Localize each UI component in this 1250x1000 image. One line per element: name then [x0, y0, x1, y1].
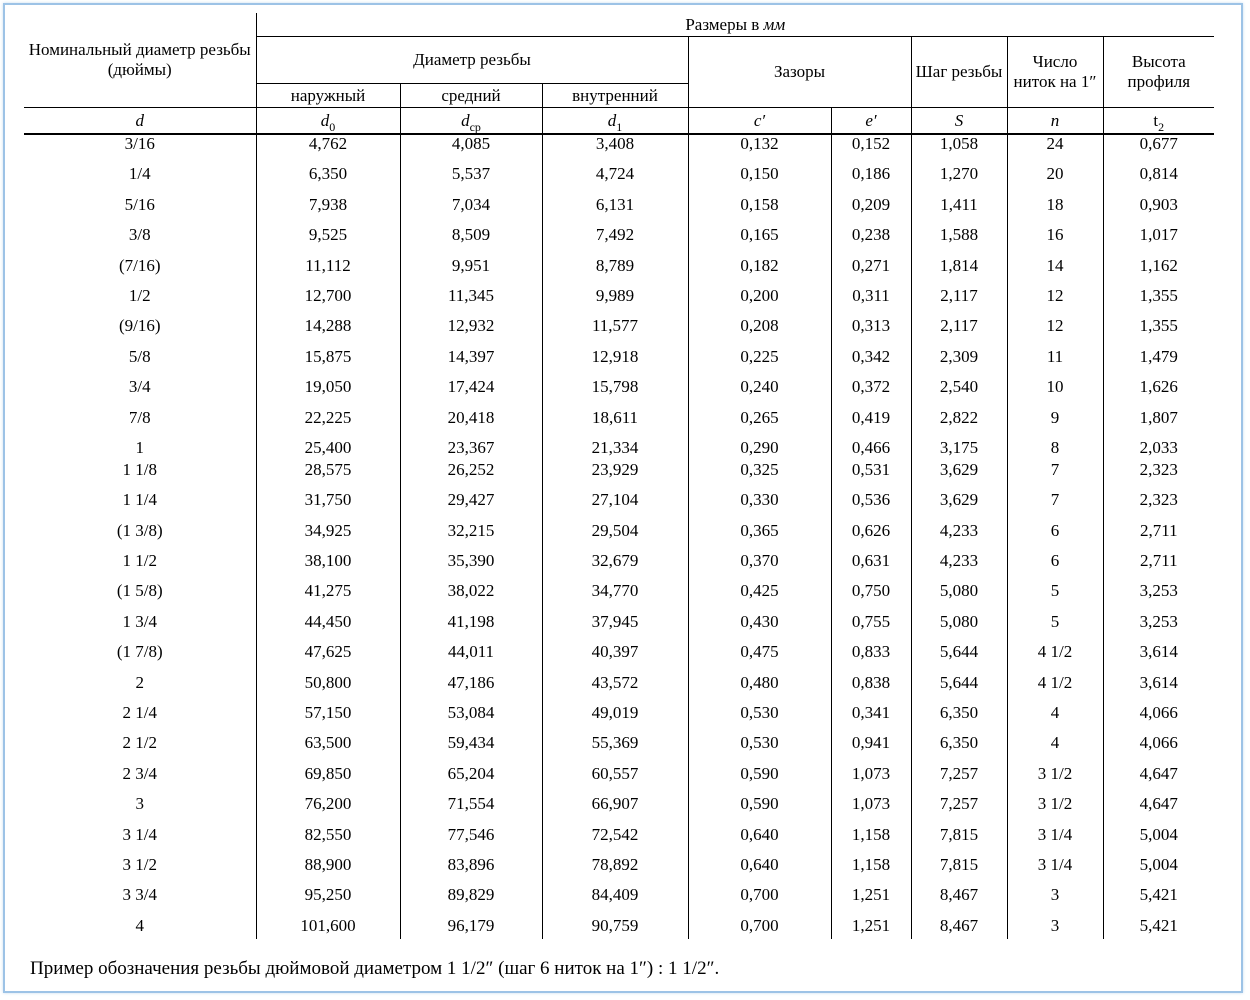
cell-s: 4,233	[911, 522, 1007, 552]
cell-d0: 19,050	[256, 378, 400, 408]
symbol-s: S	[911, 108, 1007, 135]
cell-dcp: 65,204	[400, 765, 542, 795]
cell-n: 4 1/2	[1007, 643, 1103, 673]
cell-d1: 11,577	[542, 317, 688, 347]
outer-diameter-header: наружный	[256, 84, 400, 108]
cell-s: 4,233	[911, 552, 1007, 582]
cell-d0: 12,700	[256, 287, 400, 317]
cell-e: 0,838	[831, 674, 911, 704]
cell-d0: 63,500	[256, 734, 400, 764]
cell-d0: 76,200	[256, 795, 400, 825]
cell-t2: 2,323	[1103, 491, 1214, 521]
cell-c: 0,290	[688, 439, 831, 461]
designation-note: Пример обозначения резьбы дюймовой диаметром 1 1/2″ (шаг 6 ниток на 1″) : 1 1/2″.	[30, 958, 720, 979]
symbol-e: e′	[831, 108, 911, 135]
cell-s: 7,257	[911, 795, 1007, 825]
cell-n: 12	[1007, 287, 1103, 317]
cell-d1: 32,679	[542, 552, 688, 582]
table-row	[24, 704, 1214, 734]
middle-diameter-header: средний	[400, 84, 542, 108]
cell-e: 0,313	[831, 317, 911, 347]
cell-e: 0,152	[831, 134, 911, 165]
cell-n: 16	[1007, 226, 1103, 256]
cell-d1: 60,557	[542, 765, 688, 795]
cell-d0: 44,450	[256, 613, 400, 643]
cell-dcp: 17,424	[400, 378, 542, 408]
cell-d: 3/16	[124, 134, 155, 153]
cell-n: 8	[1007, 439, 1103, 461]
cell-t2: 5,004	[1103, 826, 1214, 856]
cell-d0: 22,225	[256, 409, 400, 439]
cell-d0: 28,575	[256, 461, 400, 491]
cell-n: 6	[1007, 552, 1103, 582]
cell-t2: 4,647	[1103, 765, 1214, 795]
cell-d1: 9,989	[542, 287, 688, 317]
cell-t2: 1,017	[1103, 226, 1214, 256]
cell-d0: 41,275	[256, 582, 400, 612]
table-row	[24, 461, 1214, 491]
cell-t2: 0,814	[1103, 165, 1214, 195]
cell-d1: 78,892	[542, 856, 688, 886]
cell-d0: 69,850	[256, 765, 400, 795]
cell-t2: 4,647	[1103, 795, 1214, 825]
cell-dcp: 83,896	[400, 856, 542, 886]
table-row	[24, 917, 1214, 939]
cell-dcp: 9,951	[400, 257, 542, 287]
cell-dcp: 96,179	[400, 917, 542, 939]
table-row	[24, 165, 1214, 195]
cell-c: 0,590	[688, 765, 831, 795]
cell-c: 0,590	[688, 795, 831, 825]
cell-d: 4	[135, 915, 144, 935]
cell-d1: 49,019	[542, 704, 688, 734]
thread-diameter-header: Диаметр резьбы	[256, 37, 688, 84]
cell-dcp: 20,418	[400, 409, 542, 439]
cell-n: 7	[1007, 491, 1103, 521]
table-row	[24, 491, 1214, 521]
cell-dcp: 7,034	[400, 196, 542, 226]
cell-d: 3/8	[128, 225, 151, 245]
cell-d0: 82,550	[256, 826, 400, 856]
cell-s: 3,629	[911, 461, 1007, 491]
cell-d: 3	[135, 794, 144, 814]
cell-c: 0,240	[688, 378, 831, 408]
table-row	[24, 886, 1214, 916]
table-row	[24, 643, 1214, 673]
cell-e: 0,209	[831, 196, 911, 226]
cell-d: 2	[135, 672, 144, 692]
table-row	[24, 795, 1214, 825]
cell-dcp: 47,186	[400, 674, 542, 704]
cell-d1: 21,334	[542, 439, 688, 461]
cell-t2: 3,253	[1103, 582, 1214, 612]
cell-d1: 3,408	[542, 134, 688, 165]
cell-dcp: 14,397	[400, 348, 542, 378]
cell-t2: 4,066	[1103, 734, 1214, 764]
cell-dcp: 23,367	[400, 439, 542, 461]
cell-c: 0,225	[688, 348, 831, 378]
cell-n: 10	[1007, 378, 1103, 408]
cell-n: 11	[1007, 348, 1103, 378]
cell-t2: 1,807	[1103, 409, 1214, 439]
cell-d: 2 3/4	[122, 763, 157, 783]
cell-c: 0,640	[688, 826, 831, 856]
cell-c: 0,330	[688, 491, 831, 521]
cell-d: 5/8	[128, 346, 151, 366]
cell-d1: 34,770	[542, 582, 688, 612]
cell-e: 0,186	[831, 165, 911, 195]
cell-d: 1 1/4	[122, 490, 157, 510]
cell-d: 1	[135, 437, 144, 457]
cell-c: 0,480	[688, 674, 831, 704]
cell-n: 5	[1007, 582, 1103, 612]
cell-n: 3 1/4	[1007, 826, 1103, 856]
cell-t2: 0,903	[1103, 196, 1214, 226]
cell-s: 1,814	[911, 257, 1007, 287]
cell-e: 0,833	[831, 643, 911, 673]
cell-t2: 5,004	[1103, 856, 1214, 886]
table-row	[24, 439, 1214, 461]
cell-s: 5,080	[911, 613, 1007, 643]
cell-dcp: 44,011	[400, 643, 542, 673]
cell-s: 2,822	[911, 409, 1007, 439]
cell-dcp: 35,390	[400, 552, 542, 582]
cell-d0: 4,762	[256, 134, 400, 165]
table-row	[24, 826, 1214, 856]
cell-d0: 88,900	[256, 856, 400, 886]
cell-t2: 4,066	[1103, 704, 1214, 734]
cell-e: 0,341	[831, 704, 911, 734]
cell-d: 1 3/4	[122, 611, 157, 631]
cell-d: (1 7/8)	[116, 642, 163, 662]
cell-s: 1,411	[911, 196, 1007, 226]
cell-n: 3	[1007, 886, 1103, 916]
cell-d: 3 3/4	[122, 885, 157, 905]
inner-diameter-header: внутренний	[542, 84, 688, 108]
cell-n: 18	[1007, 196, 1103, 226]
cell-n: 12	[1007, 317, 1103, 347]
cell-e: 0,419	[831, 409, 911, 439]
cell-s: 1,588	[911, 226, 1007, 256]
cell-d1: 12,918	[542, 348, 688, 378]
cell-d0: 31,750	[256, 491, 400, 521]
table-row	[24, 765, 1214, 795]
cell-n: 4	[1007, 734, 1103, 764]
cell-n: 24	[1007, 134, 1103, 165]
cell-t2: 1,479	[1103, 348, 1214, 378]
table-row	[24, 287, 1214, 317]
cell-dcp: 59,434	[400, 734, 542, 764]
cell-s: 8,467	[911, 917, 1007, 939]
cell-d0: 38,100	[256, 552, 400, 582]
cell-d: 5/16	[124, 194, 155, 214]
cell-d: 3 1/2	[122, 854, 157, 874]
symbol-t2: $t_2$	[1103, 108, 1214, 135]
cell-dcp: 8,509	[400, 226, 542, 256]
cell-d1: 40,397	[542, 643, 688, 673]
cell-t2: 1,355	[1103, 317, 1214, 347]
cell-d1: 84,409	[542, 886, 688, 916]
table-row	[24, 674, 1214, 704]
cell-dcp: 11,345	[400, 287, 542, 317]
cell-e: 0,536	[831, 491, 911, 521]
cell-dcp: 53,084	[400, 704, 542, 734]
cell-d1: 15,798	[542, 378, 688, 408]
table-row	[24, 409, 1214, 439]
cell-s: 3,629	[911, 491, 1007, 521]
cell-d1: 43,572	[542, 674, 688, 704]
cell-t2: 3,614	[1103, 643, 1214, 673]
cell-dcp: 32,215	[400, 522, 542, 552]
cell-s: 5,644	[911, 674, 1007, 704]
cell-n: 3 1/2	[1007, 765, 1103, 795]
symbol-d: d	[24, 108, 256, 135]
cell-e: 0,755	[831, 613, 911, 643]
cell-c: 0,265	[688, 409, 831, 439]
cell-d: 7/8	[128, 407, 151, 427]
cell-e: 1,073	[831, 795, 911, 825]
sizes-header: Размеры в мм	[256, 13, 1214, 37]
cell-e: 0,311	[831, 287, 911, 317]
cell-s: 1,058	[911, 134, 1007, 165]
cell-s: 2,540	[911, 378, 1007, 408]
cell-s: 2,309	[911, 348, 1007, 378]
cell-e: 1,073	[831, 765, 911, 795]
cell-n: 5	[1007, 613, 1103, 643]
cell-t2: 5,421	[1103, 886, 1214, 916]
cell-dcp: 71,554	[400, 795, 542, 825]
cell-d1: 72,542	[542, 826, 688, 856]
cell-d0: 7,938	[256, 196, 400, 226]
cell-s: 2,117	[911, 317, 1007, 347]
cell-d0: 11,112	[256, 257, 400, 287]
cell-s: 5,644	[911, 643, 1007, 673]
cell-t2: 2,033	[1103, 439, 1214, 461]
cell-t2: 2,711	[1103, 552, 1214, 582]
symbol-dcp: $d_{ср}$	[400, 108, 542, 135]
cell-d: 3 1/4	[122, 824, 157, 844]
cell-d: (1 5/8)	[116, 581, 163, 601]
cell-dcp: 5,537	[400, 165, 542, 195]
cell-d: (9/16)	[118, 316, 161, 336]
cell-d1: 29,504	[542, 522, 688, 552]
cell-d1: 4,724	[542, 165, 688, 195]
symbol-d0: $d_0$	[256, 108, 400, 135]
cell-e: 0,466	[831, 439, 911, 461]
cell-c: 0,200	[688, 287, 831, 317]
cell-dcp: 26,252	[400, 461, 542, 491]
cell-e: 0,631	[831, 552, 911, 582]
cell-n: 3	[1007, 917, 1103, 939]
cell-d0: 50,800	[256, 674, 400, 704]
cell-n: 20	[1007, 165, 1103, 195]
cell-n: 3 1/2	[1007, 795, 1103, 825]
table-row	[24, 226, 1214, 256]
cell-s: 7,815	[911, 826, 1007, 856]
cell-d1: 18,611	[542, 409, 688, 439]
cell-c: 0,425	[688, 582, 831, 612]
cell-c: 0,158	[688, 196, 831, 226]
cell-t2: 2,711	[1103, 522, 1214, 552]
cell-d1: 23,929	[542, 461, 688, 491]
profile-height-header: Высота профиля	[1103, 37, 1214, 108]
cell-s: 7,257	[911, 765, 1007, 795]
cell-dcp: 29,427	[400, 491, 542, 521]
cell-t2: 5,421	[1103, 917, 1214, 939]
table-row	[24, 196, 1214, 226]
cell-e: 0,941	[831, 734, 911, 764]
cell-s: 3,175	[911, 439, 1007, 461]
cell-t2: 1,162	[1103, 257, 1214, 287]
pitch-header: Шаг резьбы	[911, 37, 1007, 108]
table-row	[24, 856, 1214, 886]
cell-dcp: 38,022	[400, 582, 542, 612]
cell-t2: 2,323	[1103, 461, 1214, 491]
cell-c: 0,475	[688, 643, 831, 673]
cell-n: 6	[1007, 522, 1103, 552]
cell-d: 1 1/2	[122, 551, 157, 571]
nominal-diameter-header: Номинальный диаметр резьбы (дюймы)	[24, 13, 256, 108]
cell-e: 1,251	[831, 917, 911, 939]
table-row	[24, 348, 1214, 378]
cell-n: 4 1/2	[1007, 674, 1103, 704]
cell-d: 1/4	[128, 164, 151, 184]
cell-d0: 6,350	[256, 165, 400, 195]
cell-n: 3 1/4	[1007, 856, 1103, 886]
cell-e: 0,531	[831, 461, 911, 491]
cell-c: 0,132	[688, 134, 831, 165]
cell-e: 0,238	[831, 226, 911, 256]
threads-per-inch-header: Число ниток на 1″	[1007, 37, 1103, 108]
cell-d0: 15,875	[256, 348, 400, 378]
cell-n: 14	[1007, 257, 1103, 287]
cell-e: 1,158	[831, 856, 911, 886]
gaps-header: Зазоры	[688, 37, 911, 108]
cell-dcp: 89,829	[400, 886, 542, 916]
table-row	[24, 582, 1214, 612]
cell-n: 4	[1007, 704, 1103, 734]
cell-s: 1,270	[911, 165, 1007, 195]
cell-c: 0,182	[688, 257, 831, 287]
table-row	[24, 613, 1214, 643]
cell-d1: 27,104	[542, 491, 688, 521]
cell-d0: 95,250	[256, 886, 400, 916]
cell-t2: 0,677	[1103, 134, 1214, 165]
cell-d: 2 1/4	[122, 703, 157, 723]
cell-d0: 34,925	[256, 522, 400, 552]
cell-d0: 14,288	[256, 317, 400, 347]
cell-dcp: 41,198	[400, 613, 542, 643]
cell-c: 0,700	[688, 886, 831, 916]
cell-s: 8,467	[911, 886, 1007, 916]
table-row	[24, 522, 1214, 552]
table-row	[24, 134, 1214, 165]
table-row	[24, 734, 1214, 764]
cell-c: 0,165	[688, 226, 831, 256]
cell-t2: 1,626	[1103, 378, 1214, 408]
symbol-n: n	[1007, 108, 1103, 135]
cell-dcp: 12,932	[400, 317, 542, 347]
cell-c: 0,325	[688, 461, 831, 491]
cell-t2: 1,355	[1103, 287, 1214, 317]
cell-c: 0,430	[688, 613, 831, 643]
cell-d: 3/4	[128, 377, 151, 397]
cell-e: 0,372	[831, 378, 911, 408]
cell-c: 0,530	[688, 734, 831, 764]
cell-n: 7	[1007, 461, 1103, 491]
table-row	[24, 257, 1214, 287]
cell-d: (7/16)	[118, 255, 161, 275]
cell-d0: 57,150	[256, 704, 400, 734]
cell-s: 5,080	[911, 582, 1007, 612]
cell-c: 0,700	[688, 917, 831, 939]
cell-c: 0,370	[688, 552, 831, 582]
cell-c: 0,640	[688, 856, 831, 886]
symbol-d1: $d_1$	[542, 108, 688, 135]
cell-c: 0,150	[688, 165, 831, 195]
cell-n: 9	[1007, 409, 1103, 439]
cell-c: 0,365	[688, 522, 831, 552]
cell-d1: 66,907	[542, 795, 688, 825]
cell-dcp: 4,085	[400, 134, 542, 165]
cell-d: 1/2	[128, 285, 151, 305]
cell-dcp: 77,546	[400, 826, 542, 856]
cell-e: 0,271	[831, 257, 911, 287]
cell-d: 1 1/8	[122, 459, 157, 479]
cell-s: 2,117	[911, 287, 1007, 317]
table-row	[24, 552, 1214, 582]
thread-table	[24, 13, 1214, 939]
cell-d1: 6,131	[542, 196, 688, 226]
cell-d0: 101,600	[256, 917, 400, 939]
cell-s: 7,815	[911, 856, 1007, 886]
cell-e: 0,750	[831, 582, 911, 612]
symbol-c: c′	[688, 108, 831, 135]
cell-c: 0,530	[688, 704, 831, 734]
cell-e: 1,158	[831, 826, 911, 856]
cell-s: 6,350	[911, 734, 1007, 764]
table-row	[24, 378, 1214, 408]
cell-d0: 9,525	[256, 226, 400, 256]
cell-d1: 55,369	[542, 734, 688, 764]
cell-s: 6,350	[911, 704, 1007, 734]
cell-t2: 3,614	[1103, 674, 1214, 704]
cell-d1: 90,759	[542, 917, 688, 939]
cell-e: 0,626	[831, 522, 911, 552]
cell-d: 2 1/2	[122, 733, 157, 753]
cell-d: (1 3/8)	[116, 520, 163, 540]
cell-t2: 3,253	[1103, 613, 1214, 643]
cell-d0: 47,625	[256, 643, 400, 673]
cell-e: 1,251	[831, 886, 911, 916]
cell-d0: 25,400	[256, 439, 400, 461]
cell-d1: 7,492	[542, 226, 688, 256]
cell-d1: 8,789	[542, 257, 688, 287]
cell-d1: 37,945	[542, 613, 688, 643]
cell-e: 0,342	[831, 348, 911, 378]
cell-c: 0,208	[688, 317, 831, 347]
table-row	[24, 317, 1214, 347]
